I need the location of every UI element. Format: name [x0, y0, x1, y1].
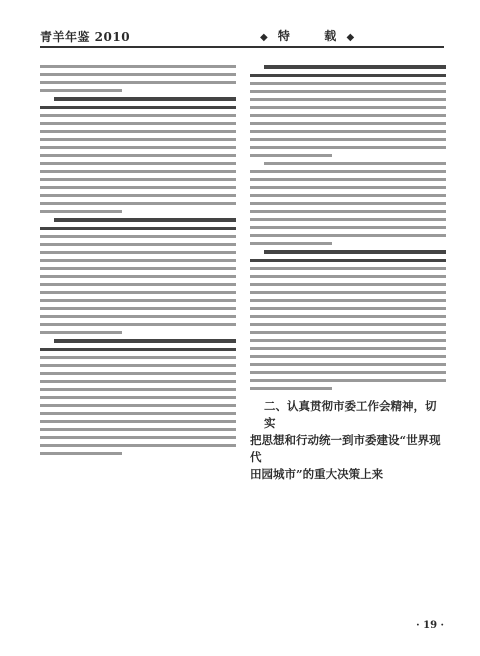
section-word-1: 特 [277, 29, 290, 43]
diamond-icon: ◆ [260, 32, 268, 43]
running-header-section [254, 27, 360, 44]
text-block [40, 97, 236, 213]
text-block [40, 339, 236, 455]
right-column [250, 60, 446, 483]
running-header-title: 青羊年鉴 2010 [40, 30, 131, 44]
section-heading-line: 二、认真贯彻市委工作会精神，切实 [264, 399, 437, 430]
left-column [40, 60, 236, 460]
text-block [40, 65, 236, 92]
section-word-2: 载 [324, 29, 337, 43]
diamond-icon: ◆ [346, 32, 355, 43]
text-block [250, 250, 446, 390]
text-block [250, 162, 446, 245]
section-heading-line: 把思想和行动统一到市委建设“世界现代 [250, 433, 441, 464]
section-heading [250, 398, 446, 483]
text-block [40, 218, 236, 334]
page-number: · 19 · [416, 620, 444, 631]
text-block [250, 65, 446, 157]
section-heading-line: 田园城市”的重大决策上来 [250, 467, 384, 481]
page-header [40, 26, 444, 48]
header-rule [40, 46, 444, 48]
